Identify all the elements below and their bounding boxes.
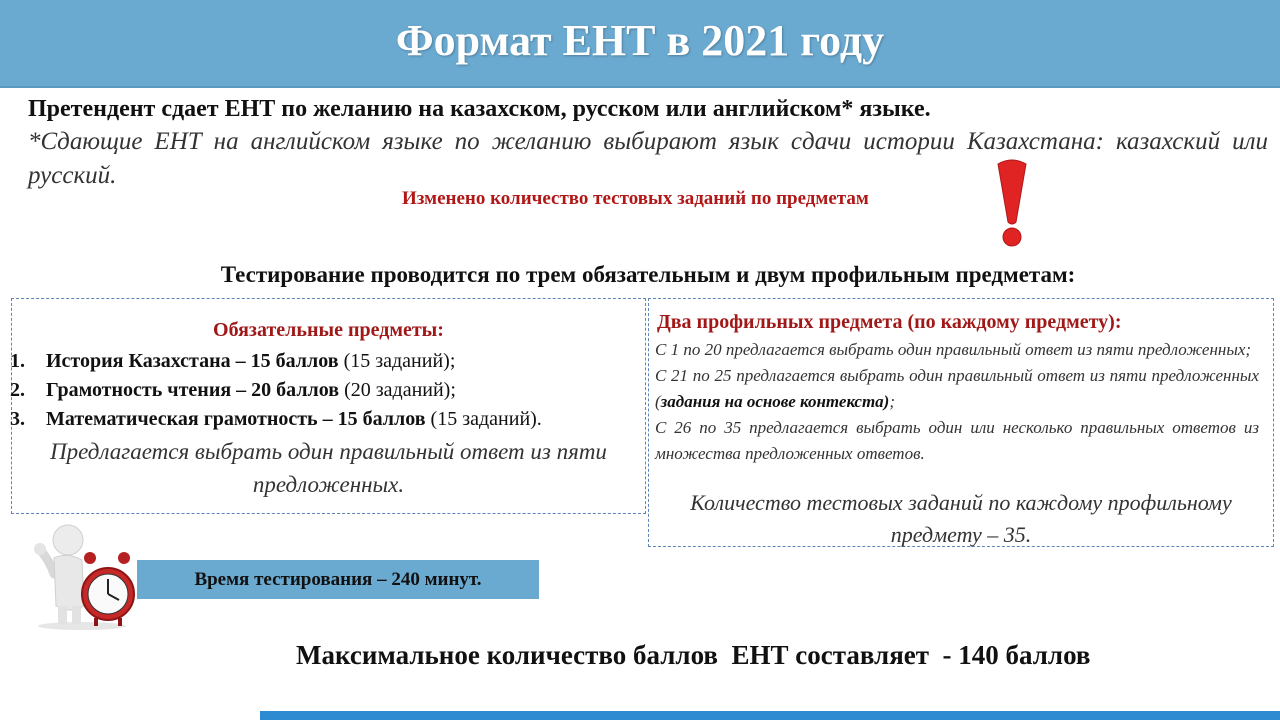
profile-rules: [655, 337, 1259, 467]
item-number: 1.: [10, 350, 25, 372]
item-number: 2.: [10, 379, 25, 401]
profile-count-note: Количество тестовых заданий по каждому профильному предмету – 35.: [690, 490, 1232, 547]
rule-2: [655, 363, 1259, 415]
rule-2-text: С 21 по 25 предлагается выбрать один правильный ответ из пяти предложенных (: [655, 366, 1259, 411]
item-detail: (15 заданий);: [338, 350, 456, 372]
intro-lead: Претендент сдает ЕНТ по желанию на казахском, русском или английском* языке.: [28, 96, 931, 122]
list-item: [10, 405, 542, 434]
list-item: [10, 347, 542, 376]
item-subject: История Казахстана – 15 баллов: [46, 350, 339, 372]
intro-note: *Сдающие ЕНТ на английском языке по желанию выбирают язык сдачи истории Казахстана: казахский или русский.: [28, 128, 1268, 189]
list-item: [10, 376, 542, 405]
item-number: 3.: [10, 408, 25, 430]
item-subject: Математическая грамотность – 15 баллов: [46, 408, 426, 430]
item-subject: Грамотность чтения – 20 баллов: [46, 379, 340, 401]
changed-notice: Изменено количество тестовых заданий по предметам: [402, 188, 869, 209]
mandatory-choice-note: Предлагается выбрать один правильный ответ из пяти предложенных.: [50, 439, 607, 497]
alarm-clock-figure-icon: [24, 522, 136, 632]
mandatory-list: [10, 347, 542, 434]
footer-notch: [0, 690, 260, 720]
rule-2-end: ;: [889, 392, 896, 411]
mandatory-subjects-box: [11, 298, 646, 514]
rule-1: С 1 по 20 предлагается выбрать один правильный ответ из пяти предложенных;: [655, 340, 1252, 359]
page-title: Формат ЕНТ в 2021 году: [395, 16, 885, 65]
title-banner: [0, 0, 1280, 88]
item-detail: (15 заданий).: [425, 408, 542, 430]
subjects-subtitle: Тестирование проводится по трем обязательным и двум профильным предметам:: [220, 262, 1076, 287]
intro-block: [28, 96, 1268, 193]
testing-time-box: Время тестирования – 240 минут.: [137, 560, 539, 599]
exclamation-icon: [990, 158, 1034, 248]
rule-3: С 26 по 35 предлагается выбрать один или несколько правильных ответов из множества предложенных ответов.: [655, 418, 1259, 463]
profile-title: Два профильных предмета (по каждому предмету):: [657, 311, 1122, 333]
rule-2-emphasis: задания на основе контекста): [660, 392, 890, 411]
max-score-text: Максимальное количество баллов ЕНТ составляет - 140 баллов: [296, 640, 1091, 670]
mandatory-title: Обязательные предметы:: [213, 319, 444, 341]
profile-subjects-box: [648, 298, 1274, 547]
item-detail: (20 заданий);: [339, 379, 456, 401]
